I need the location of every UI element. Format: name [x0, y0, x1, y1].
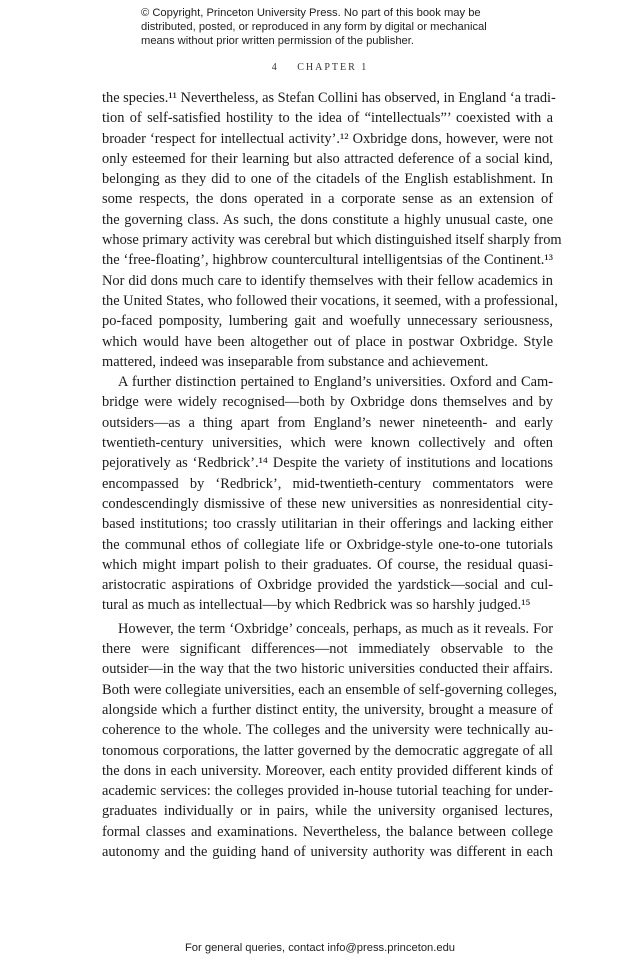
text-line: alongside which a further distinct entity, the university, brought a measure of [102, 701, 553, 718]
text-line: broader ‘respect for intellectual activity’.¹² Oxbridge dons, however, were not [102, 130, 553, 147]
text-line: mattered, indeed was inseparable from substance and achievement. [102, 353, 489, 370]
text-line: pejoratively as ‘Redbrick’.¹⁴ Despite the variety of institutions and locations [102, 455, 553, 472]
text-line: formal classes and examinations. Nevertheless, the balance between college [102, 823, 553, 840]
text-line: belonging as they did to one of the citadels of the English establishment. In [102, 171, 553, 188]
text-line: which would have been altogether out of place in postwar Oxbridge. Style [102, 333, 553, 350]
text-line: However, the term ‘Oxbridge’ conceals, perhaps, as much as it reveals. For [118, 620, 553, 637]
copyright-line: means without prior written permission of the publisher. [141, 35, 414, 47]
text-line: based institutions; too crassly utilitarian in their offerings and lacking either [102, 516, 553, 533]
text-line: academic services: the colleges provided in-house tutorial teaching for under- [102, 783, 553, 800]
text-line: tural as much as intellectual—by which Redbrick was so harshly judged.¹⁵ [102, 597, 531, 614]
text-line: A further distinction pertained to England’s universities. Oxford and Cam- [118, 374, 553, 391]
running-head [0, 62, 640, 73]
text-line: tion of self-satisfied hostility to the idea of “intellectuals”’ coexisted with a [102, 110, 553, 127]
text-line: the communal ethos of collegiate life or Oxbridge-style one-to-one tutorials [102, 536, 553, 553]
text-line: the dons in each university. Moreover, each entity provided different kinds of [102, 762, 553, 779]
text-line: which might impart polish to their graduates. Of course, the residual quasi- [102, 556, 553, 573]
text-line: twentieth-century universities, which were known collectively and often [102, 435, 553, 452]
text-line: bridge were widely recognised—both by Oxbridge dons themselves and by [102, 394, 553, 411]
text-line: the species.¹¹ Nevertheless, as Stefan Collini has observed, in England ‘a tradi- [102, 90, 556, 106]
text-line: the United States, who followed their vocations, it seemed, with a professional, [102, 292, 559, 309]
text-line: autonomy and the guiding hand of university authority was different in each [102, 843, 553, 860]
body-text [102, 88, 562, 862]
text-line: the ‘free-floating’, highbrow countercultural intelligentsias of the Continent.¹³ [102, 252, 553, 269]
text-line: Both were collegiate universities, each an ensemble of self-governing colleges, [102, 681, 558, 698]
text-line: graduates individually or in pairs, while the university organised lectures, [102, 803, 553, 820]
text-line: only esteemed for their learning but also attracted deference of a social kind, [102, 150, 553, 167]
text-line: there were significant differences—not immediately observable to the [102, 641, 553, 658]
text-line: coherence to the whole. The colleges and the university were technically au- [102, 722, 553, 739]
text-line: condescendingly dismissive of these new universities as nonresidential city- [102, 495, 553, 512]
text-line: po-faced pomposity, lumbering gait and woefully unnecessary seriousness, [102, 313, 553, 330]
text-line: encompassed by ‘Redbrick’, mid-twentieth-century commentators were [102, 475, 553, 492]
text-line: whose primary activity was cerebral but which distinguished itself sharply from [102, 232, 562, 249]
text-line: Nor did dons much care to identify themselves with their fellow academics in [102, 272, 553, 289]
copyright-line: distributed, posted, or reproduced in any form by digital or mechanical [141, 21, 487, 33]
copyright-line: © Copyright, Princeton University Press. No part of this book may be [141, 7, 481, 19]
text-line: outsider—in the way that the two historic universities conducted their affairs. [102, 661, 553, 678]
copyright-notice [141, 6, 511, 48]
footer-contact: For general queries, contact info@press.princeton.edu [184, 942, 456, 954]
text-line: tonomous corporations, the latter governed by the democratic aggregate of all [102, 742, 553, 759]
text-line: outsiders—as a thing apart from England’s newer nineteenth- and early [102, 414, 553, 431]
text-line: the governing class. As such, the dons constitute a highly unusual caste, one [102, 211, 553, 228]
text-line: some respects, the dons operated in a corporate sense as an extension of [102, 191, 553, 208]
chapter-label: CHAPTER 1 [297, 62, 369, 73]
page-number: 4 [271, 62, 279, 73]
text-line: aristocratic aspirations of Oxbridge provided the yardstick—social and cul- [102, 577, 553, 594]
